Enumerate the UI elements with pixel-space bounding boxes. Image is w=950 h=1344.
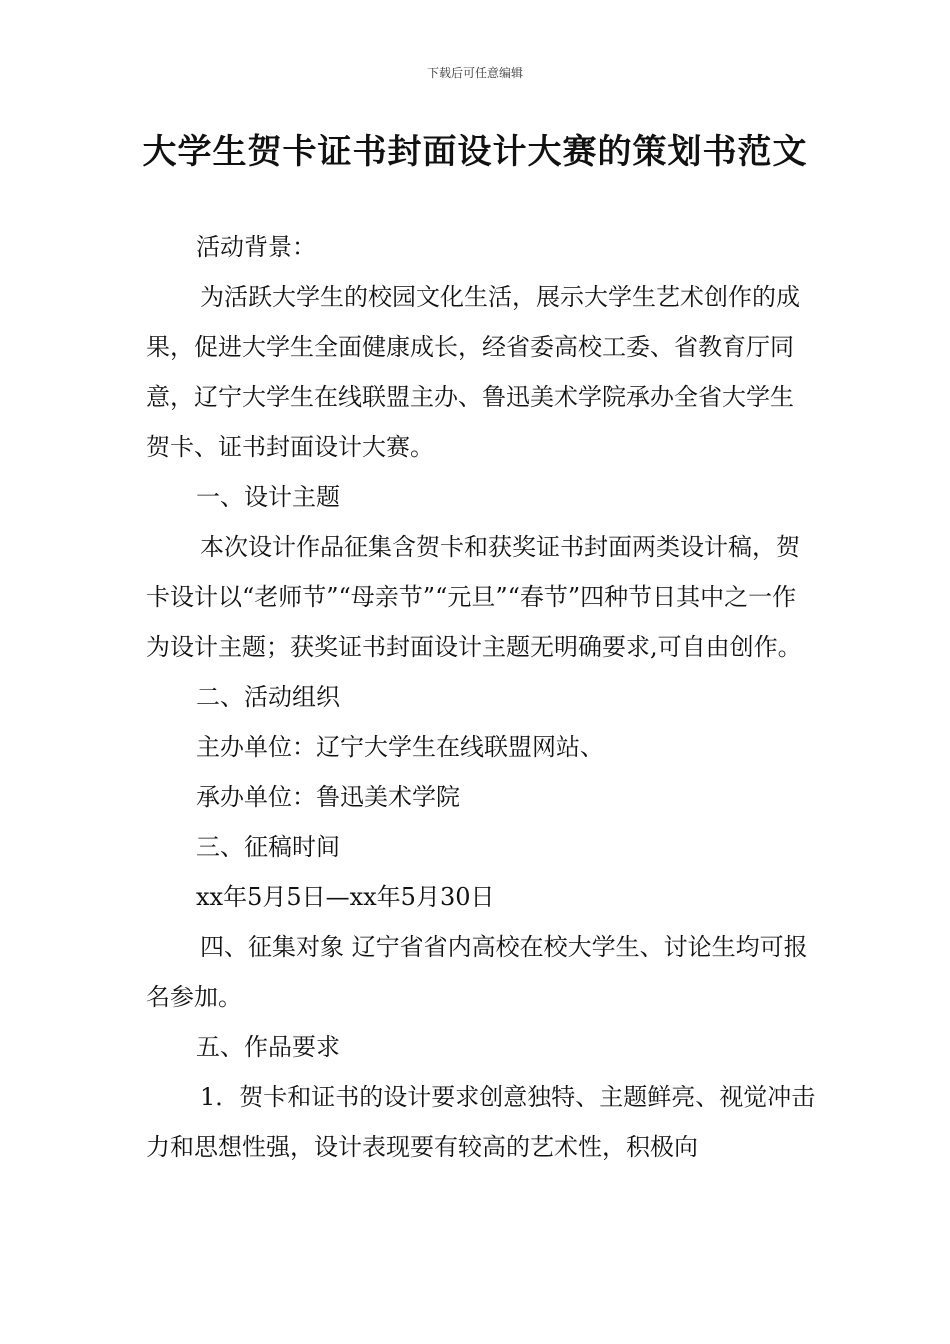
document-body [146,222,816,1172]
section-heading-time: 三、征稿时间 [196,833,340,861]
document-title: 大学生贺卡证书封面设计大赛的策划书范文 [142,132,808,172]
organizer-line: 主办单位：辽宁大学生在线联盟网站、 [196,733,604,761]
paragraph-theme: 本次设计作品征集含贺卡和获奖证书封面两类设计稿，贺卡设计以“老师节”“母亲节”“元旦”“春节”四种节日其中之一作为设计主题；获奖证书封面设计主题无明确要求,可自由创作。 [146,533,802,661]
co-organizer-line: 承办单位：鲁迅美术学院 [196,783,460,811]
section-heading-organization: 二、活动组织 [196,683,340,711]
section-heading-theme: 一、设计主题 [196,483,340,511]
date-range-line: xx年5月5日—xx年5月30日 [196,883,495,911]
section-heading-requirements: 五、作品要求 [196,1033,340,1061]
section-heading-background: 活动背景： [196,233,316,261]
paragraph-target: 四、征集对象 辽宁省省内高校在校大学生、讨论生均可报名参加。 [146,933,808,1011]
paragraph-background: 为活跃大学生的校园文化生活，展示大学生艺术创作的成果，促进大学生全面健康成长，经省委高校工委、省教育厅同意，辽宁大学生在线联盟主办、鲁迅美术学院承办全省大学生贺卡、证书封面设计大赛。 [146,283,800,461]
paragraph-requirement-1: 1．贺卡和证书的设计要求创意独特、主题鲜亮、视觉冲击力和思想性强，设计表现要有较高的艺术性，积极向 [146,1083,816,1161]
page-header-note: 下载后可任意编辑 [426,66,523,80]
